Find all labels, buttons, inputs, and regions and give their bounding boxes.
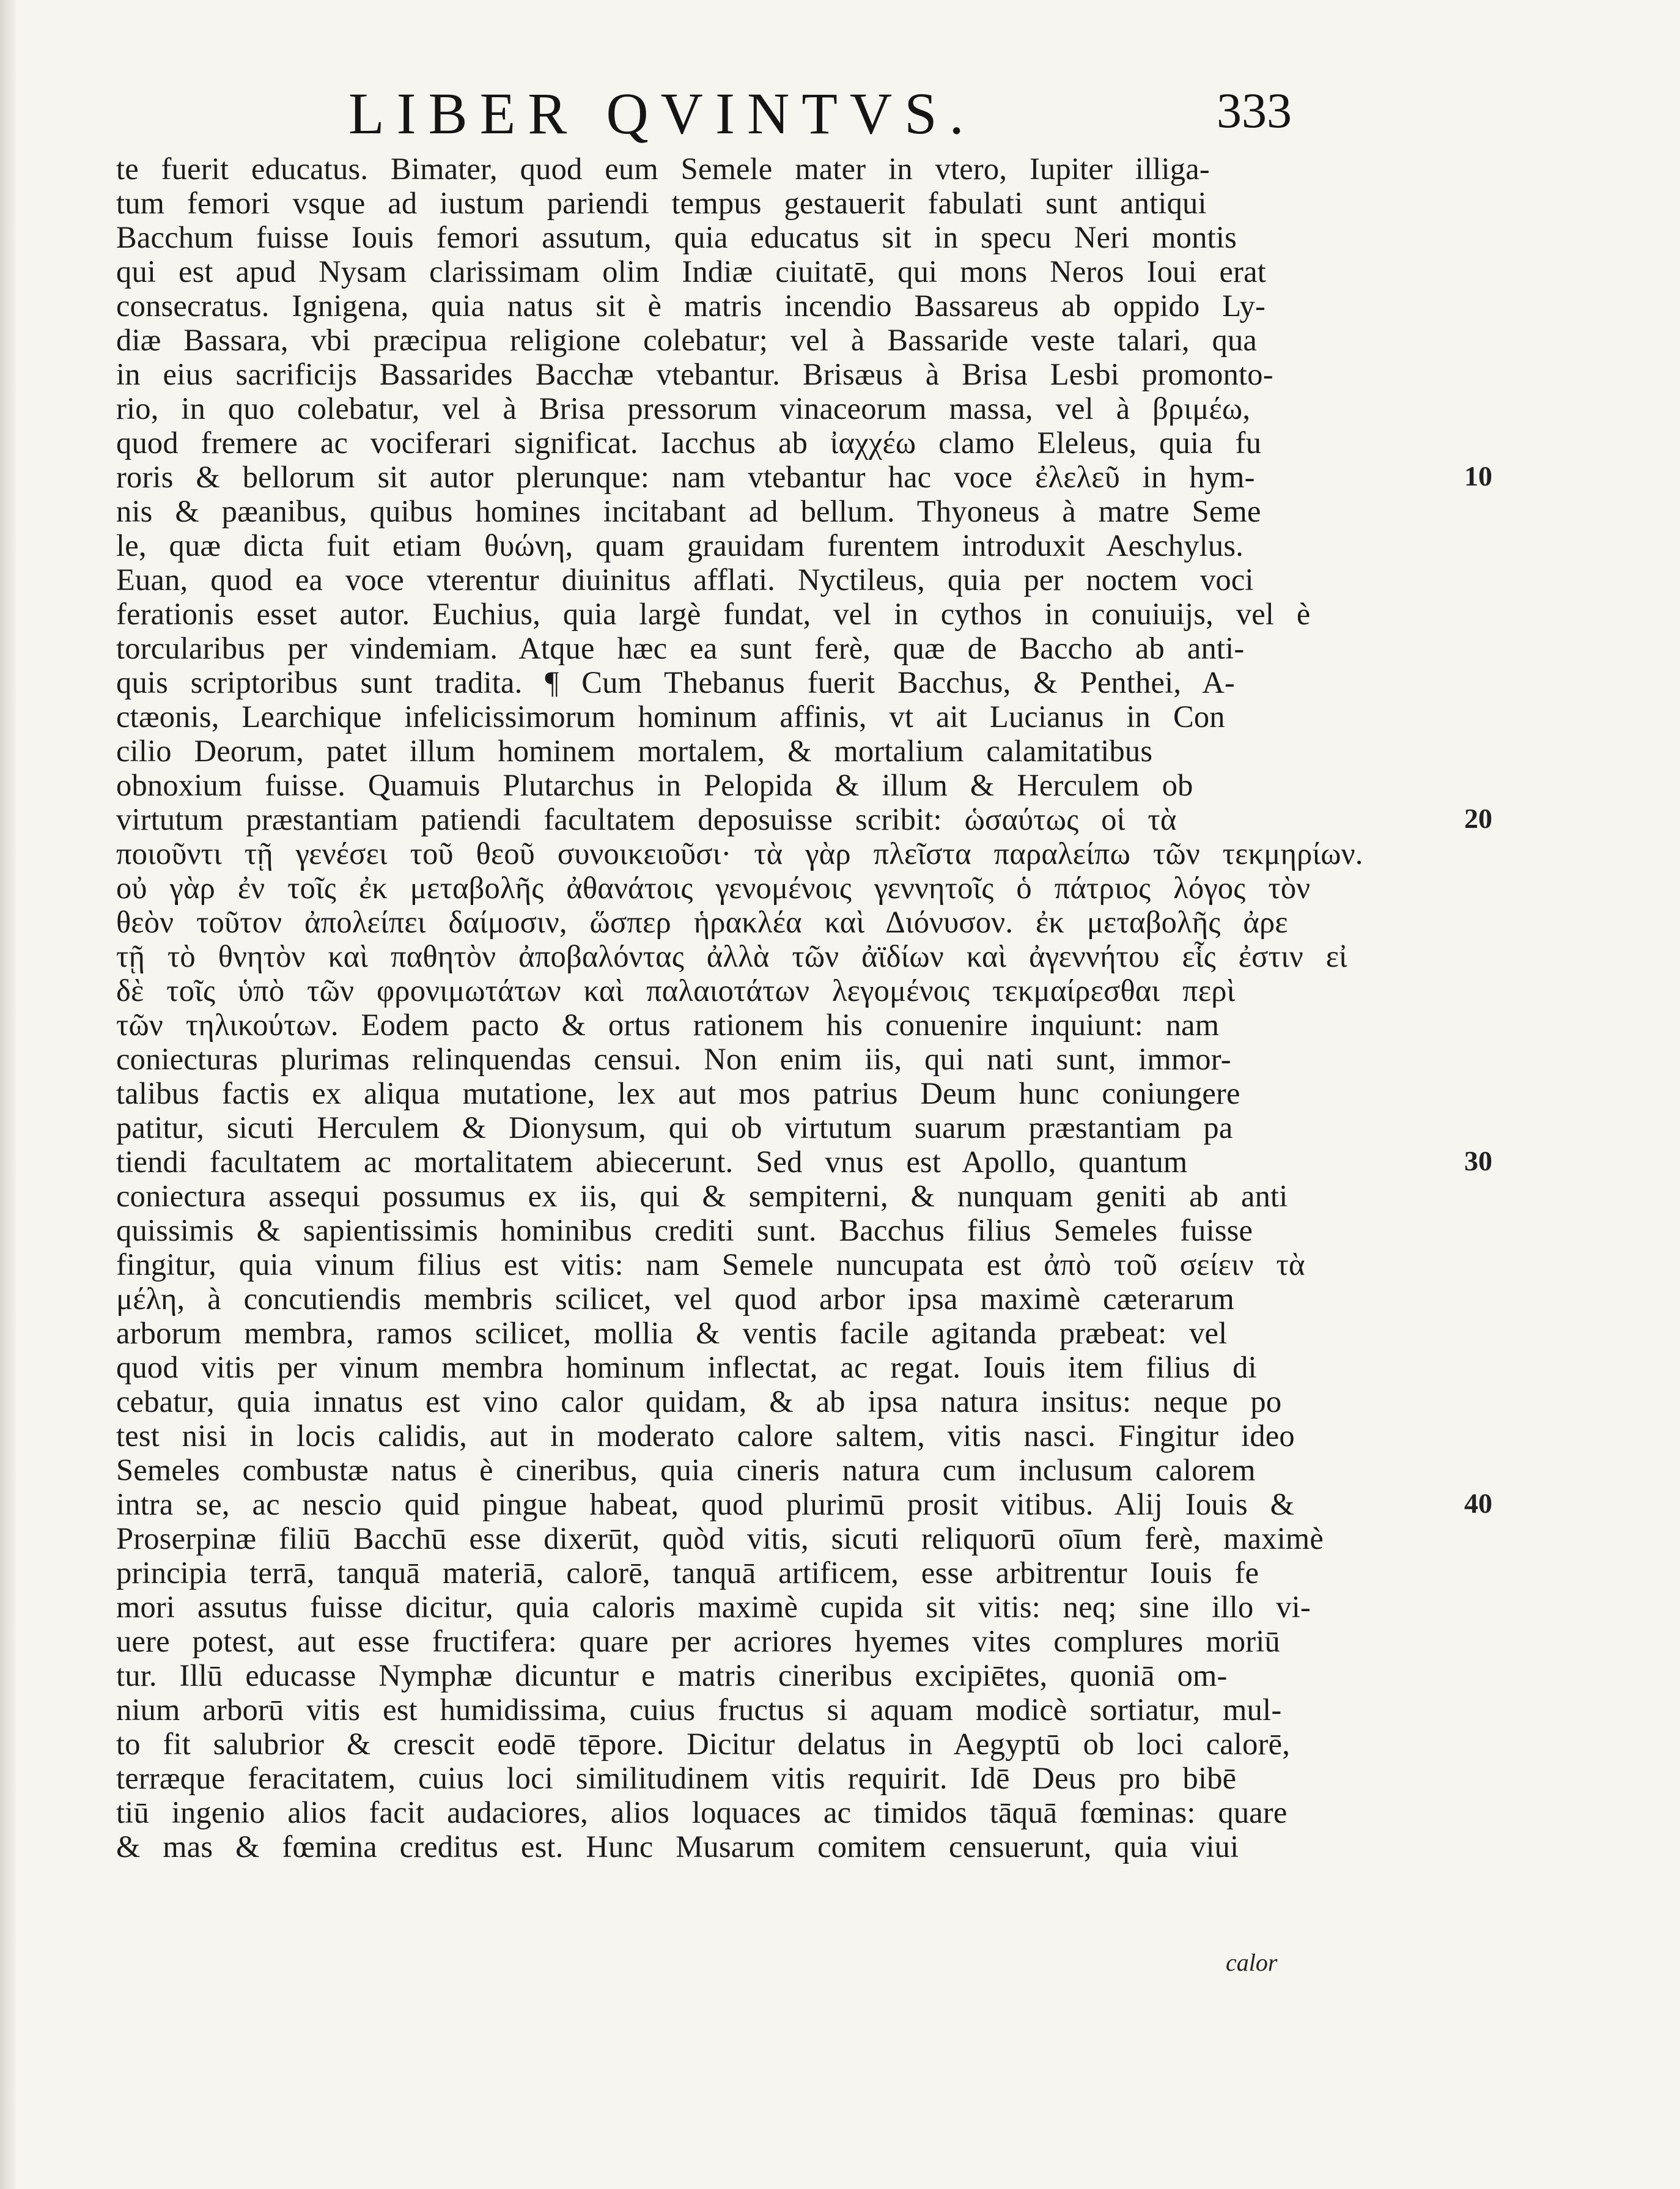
text-line: nium arborū vitis est humidissima, cuius fructus si aquam modicè sortiatur, mul- [116, 1693, 1282, 1727]
text-line: quis scriptoribus sunt tradita. ¶ Cum Thebanus fuerit Bacchus, & Penthei, A- [116, 665, 1235, 700]
text-line: test nisi in locis calidis, aut in moderato calore saltem, vitis nasci. Fingitur ideo [116, 1419, 1295, 1453]
text-line: coniecturas plurimas relinquendas censui. Non enim iis, qui nati sunt, immor- [116, 1042, 1231, 1076]
margin-number: 10 [1464, 460, 1492, 492]
text-line: tiendi facultatem ac mortalitatem abiecerunt. Sed vnus est Apollo, quantum [116, 1145, 1188, 1179]
text-line: in eius sacrificijs Bassarides Bacchæ vtebantur. Brisæus à Brisa Lesbi promonto- [116, 357, 1273, 391]
text-line: virtutum præstantiam patiendi facultatem deposuisse scribit: ὡσαύτως οἱ τὰ [116, 802, 1177, 836]
text-line: cebatur, quia innatus est vino calor quidam, & ab ipsa natura insitus: neque po [116, 1384, 1282, 1419]
running-title: LIBER QVINTVS. [348, 81, 976, 146]
text-line: patitur, sicuti Herculem & Dionysum, qui ob virtutum suarum præstantiam pa [116, 1110, 1233, 1145]
text-line: θεὸν τοῦτον ἀπολείπει δαίμοσιν, ὥσπερ ἡρακλέα καὶ Διόνυσον. ἐκ μεταβολῆς ἀρε [116, 905, 1288, 939]
text-line: tiū ingenio alios facit audaciores, alios loquaces ac timidos tāquā fœminas: quare [116, 1795, 1288, 1829]
text-line: Semeles combustæ natus è cineribus, quia cineris natura cum inclusum calorem [116, 1453, 1256, 1487]
page-number: 333 [1217, 83, 1292, 138]
text-line: le, quæ dicta fuit etiam θυώνη, quam grauidam furentem introduxit Aeschylus. [116, 528, 1244, 563]
text-line: roris & bellorum sit autor plerunque: nam vtebantur hac voce ἐλελεῦ in hym- [116, 460, 1255, 494]
text-line: Euan, quod ea voce vterentur diuinitus afflati. Nyctileus, quia per noctem voci [116, 563, 1254, 597]
text-line: rio, in quo colebatur, vel à Brisa pressorum vinaceorum massa, vel à βριμέω, [116, 391, 1251, 426]
text-line: quod vitis per vinum membra hominum inflectat, ac regat. Iouis item filius di [116, 1350, 1257, 1384]
text-line: μέλη, à concutiendis membris scilicet, vel quod arbor ipsa maximè cæterarum [116, 1282, 1235, 1316]
text-line: nis & pæanibus, quibus homines incitabant ad bellum. Thyoneus à matre Seme [116, 494, 1261, 528]
catchword: calor [1226, 1949, 1278, 1976]
text-line: coniectura assequi possumus ex iis, qui & sempiterni, & nunquam geniti ab anti [116, 1179, 1288, 1213]
text-line: obnoxium fuisse. Quamuis Plutarchus in Pelopida & illum & Herculem ob [116, 768, 1193, 802]
text-line: δὲ τοῖς ὑπὸ τῶν φρονιμωτάτων καὶ παλαιοτάτων λεγομένοις τεκμαίρεσθαι περὶ [116, 973, 1236, 1008]
text-line: mori assutus fuisse dicitur, quia caloris maximè cupida sit vitis: neq; sine illo vi- [116, 1590, 1311, 1624]
page-edge [0, 0, 16, 2189]
text-line: te fuerit educatus. Bimater, quod eum Semele mater in vtero, Iupiter illiga- [116, 152, 1210, 186]
text-line: qui est apud Nysam clarissimam olim Indiæ ciuitatē, qui mons Neros Ioui erat [116, 254, 1267, 289]
text-line: Bacchum fuisse Iouis femori assutum, quia educatus sit in specu Neri montis [116, 220, 1237, 254]
text-line: quissimis & sapientissimis hominibus crediti sunt. Bacchus filius Semeles fuisse [116, 1213, 1253, 1247]
text-line: ctæonis, Learchique infelicissimorum hominum affinis, vt ait Lucianus in Con [116, 700, 1225, 734]
text-block [116, 152, 1406, 1864]
text-line: to fit salubrior & crescit eodē tēpore. Dicitur delatus in Aegyptū ob loci calorē, [116, 1727, 1291, 1761]
text-line: intra se, ac nescio quid pingue habeat, quod plurimū prosit vitibus. Alij Iouis & [116, 1487, 1295, 1521]
margin-number: 30 [1464, 1145, 1492, 1176]
text-line: tum femori vsque ad iustum pariendi tempus gestauerit fabulati sunt antiqui [116, 186, 1207, 220]
text-line: & mas & fœmina creditus est. Hunc Musarum comitem censuerunt, quia viui [116, 1829, 1239, 1864]
text-line: cilio Deorum, patet illum hominem mortalem, & mortalium calamitatibus [116, 734, 1153, 768]
text-line: diæ Bassara, vbi præcipua religione colebatur; vel à Bassaride veste talari, qua [116, 323, 1258, 357]
text-line: talibus factis ex aliqua mutatione, lex aut mos patrius Deum hunc coniungere [116, 1076, 1240, 1110]
margin-number: 20 [1464, 803, 1492, 834]
book-page [92, 73, 1620, 2165]
text-line: arborum membra, ramos scilicet, mollia & ventis facile agitanda præbeat: vel [116, 1316, 1228, 1350]
text-line: τῇ τὸ θνητὸν καὶ παθητὸν ἀποβαλόντας ἀλλὰ τῶν ἀϊδίων καὶ ἀγεννήτου εἷς ἐστιν εἰ [116, 939, 1347, 973]
text-line: consecratus. Ignigena, quia natus sit è matris incendio Bassareus ab oppido Ly- [116, 289, 1266, 323]
text-line: τῶν τηλικούτων. Eodem pacto & ortus rationem his conuenire inquiunt: nam [116, 1008, 1220, 1042]
text-line: tur. Illū educasse Nymphæ dicuntur e matris cineribus excipiētes, quoniā om- [116, 1658, 1228, 1693]
text-line: torcularibus per vindemiam. Atque hæc ea sunt ferè, quæ de Baccho ab anti- [116, 631, 1245, 665]
text-line: terræque feracitatem, cuius loci similitudinem vitis requirit. Idē Deus pro bibē [116, 1761, 1237, 1795]
text-line: ferationis esset autor. Euchius, quia largè fundat, vel in cythos in conuiuijs, vel è [116, 597, 1311, 631]
text-line: uere potest, aut esse fructifera: quare per acriores hyemes vites complures moriū [116, 1624, 1280, 1658]
text-line: Proserpinæ filiū Bacchū esse dixerūt, quòd vitis, sicuti reliquorū oīum ferè, maximè [116, 1521, 1324, 1556]
text-line: οὐ γὰρ ἐν τοῖς ἐκ μεταβολῆς ἀθανάτοις γενομένοις γεννητοῖς ὁ πάτριος λόγος τὸν [116, 871, 1311, 905]
text-line: principia terrā, tanquā materiā, calorē, tanquā artificem, esse arbitrentur Iouis fe [116, 1556, 1259, 1590]
margin-number: 40 [1464, 1488, 1492, 1519]
text-line: fingitur, quia vinum filius est vitis: nam Semele nuncupata est ἀπὸ τοῦ σείειν τὰ [116, 1247, 1305, 1282]
text-line: quod fremere ac vociferari significat. Iacchus ab ἰαχχέω clamo Eleleus, quia fu [116, 426, 1262, 460]
text-line: ποιοῦντι τῇ γενέσει τοῦ θεοῦ συνοικειοῦσι· τὰ γὰρ πλεῖστα παραλείπω τῶν τεκμηρίων. [116, 836, 1363, 871]
